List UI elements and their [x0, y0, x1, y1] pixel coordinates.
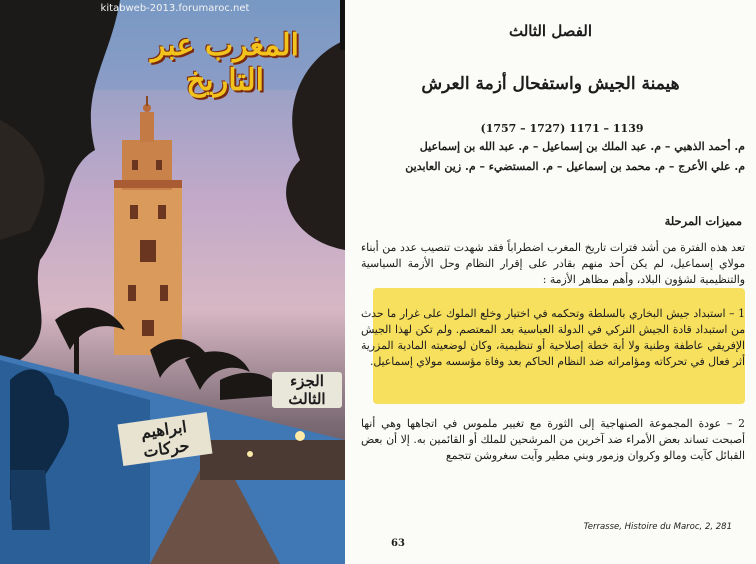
point-2-paragraph: 2 – عودة المجموعة الصنهاجية إلى الثورة مع تغيير ملموس في اتجاهها وهي أنها أصبحت تساند بعض الأمراء ضد آخرين من المرشحين للملك أو القائمين به. إلا أن بعض القبائل كآيت ومالو وكروان وزمور وبني مطير وآيت سغروشن تتجمع: [361, 417, 745, 462]
chapter-heading: الفصل الثالث: [508, 22, 593, 40]
intro-paragraph: تعد هذه الفترة من أشد فترات تاريخ المغرب اضطراباً فقد شهدت تنصيب عدد من أبناء مولاي إسماعيل، لم يكن أحد منهم بقادر على إقرار النظام وحل الأزمة السياسية والتنظيمية لشؤون البلاد، وأهم مظاهر الأزمة :: [361, 241, 745, 286]
cover-title: المغرب عبر التاريخ: [150, 28, 300, 98]
footnote: Terrasse, Histoire du Maroc, 2, 281: [583, 522, 732, 532]
cover-part: الجزء الثالث: [272, 372, 342, 408]
section-heading: مميزات المرحلة: [664, 214, 742, 228]
cover-watermark: kitabweb-2013.forumaroc.net: [100, 3, 250, 14]
rulers-line-1: م. أحمد الذهبي – م. عبد الملك بن إسماعيل – م. عبد الله بن إسماعيل: [419, 140, 745, 153]
chapter-dates: (1757 – 1727) 1171 – 1139: [480, 122, 644, 135]
rulers-line-2: م. علي الأعرج – م. محمد بن إسماعيل – م. المستضيء – م. زين العابدين: [405, 160, 745, 173]
chapter-title: هيمنة الجيش واستفحال أزمة العرش: [421, 74, 680, 94]
page-number: 63: [391, 538, 405, 549]
book-page: [345, 0, 756, 564]
cover-author: ابراهيم حركات: [118, 412, 213, 466]
book-cover: [0, 0, 345, 564]
point-1-paragraph: 1 – استبداد جيش البخاري بالسلطة وتحكمه في اختيار وخلع الملوك على غرار ما حدث من استبداد قادة الجيش التركي في الدولة العباسية بعد المعتصم. ولم تكن لهذا الجيش الإفريقي عاطفة وطنية ولا أية خطة إصلاحية أو تنظيمية، وكان لوضعيته المادية المزرية أثر فعال في تحركاته ومؤامراته ضد النظام الحاكم بعد وفاة مؤسسه مولاي إسماعيل.: [361, 307, 745, 368]
